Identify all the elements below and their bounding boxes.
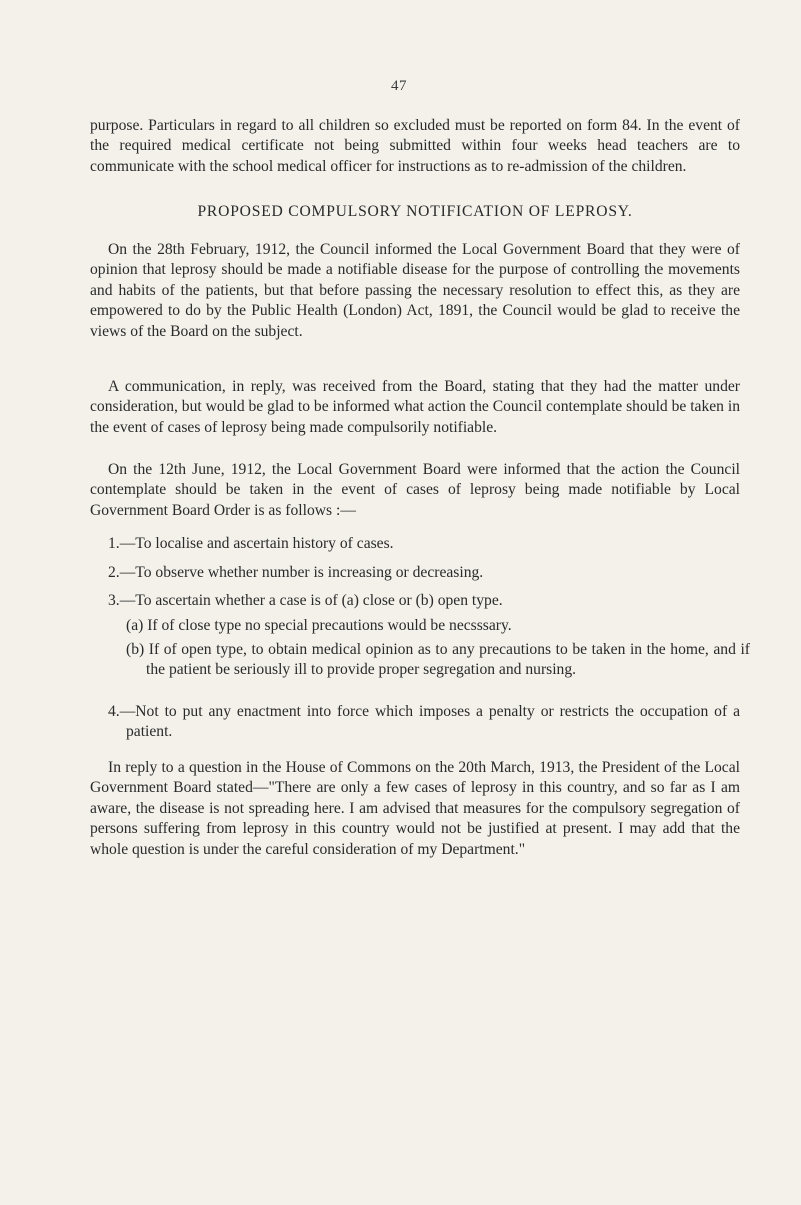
paragraph-communication-reply: A communication, in reply, was received from the Board, stating that they had the matter under consideration, but would be glad to be informed what action the Council contemplate should be taken in the event of cases of leprosy being made compulsorily notifiable. <box>90 378 741 436</box>
paragraph-june-informed: On the 12th June, 1912, the Local Government Board were informed that the action the Council contemplate should be taken in the event of cases of leprosy being made notifiable by Local Government Board Order is as follows :— <box>90 461 740 519</box>
list-item-4: 4.—Not to put any enactment into force which imposes a penalty or restricts the occupation of a patient. <box>108 703 740 741</box>
list-item-3a: (a) If of close type no special precautions would be necsssary. <box>126 617 512 634</box>
paragraph-council-informed: On the 28th February, 1912, the Council informed the Local Government Board that they were of opinion that leprosy should be made a notifiable disease for the purpose of controlling the movements and habits of the patients, but that before passing the necessary resolution to effect this, as they are empowered to do by the Public Health (London) Act, 1891, the Council would be glad to receive the views of the Board on the subject. <box>90 241 740 340</box>
list-item-2: 2.—To observe whether number is increasing or decreasing. <box>108 564 484 581</box>
list-item-1: 1.—To localise and ascertain history of cases. <box>108 535 394 552</box>
section-heading: PROPOSED COMPULSORY NOTIFICATION OF LEPROSY. <box>197 203 633 220</box>
paragraph-house-of-commons: In reply to a question in the House of Commons on the 20th March, 1913, the President of the Local Government Board stated—"There are only a few cases of leprosy in this country, and so far as I am aware, the disease is not spreading here. I am advised that measures for the compulsory segregation of persons suffering from leprosy in this country would not be justified at present. I may add that the whole question is under the careful consideration of my Department." <box>90 759 740 858</box>
paragraph-continuation: purpose. Particulars in regard to all children so excluded must be reported on form 84. In the event of the required medical certificate not being submitted within four weeks head teachers are to communicate with the school medical officer for instructions as to re-admission of the children. <box>90 117 740 175</box>
list-item-3b: (b) If of open type, to obtain medical opinion as to any precautions to be taken in the home, and if the patient be seriously ill to provide proper segregation and nursing. <box>126 641 750 679</box>
list-item-3: 3.—To ascertain whether a case is of (a) close or (b) open type. <box>108 592 503 609</box>
page-number: 47 <box>391 78 407 94</box>
